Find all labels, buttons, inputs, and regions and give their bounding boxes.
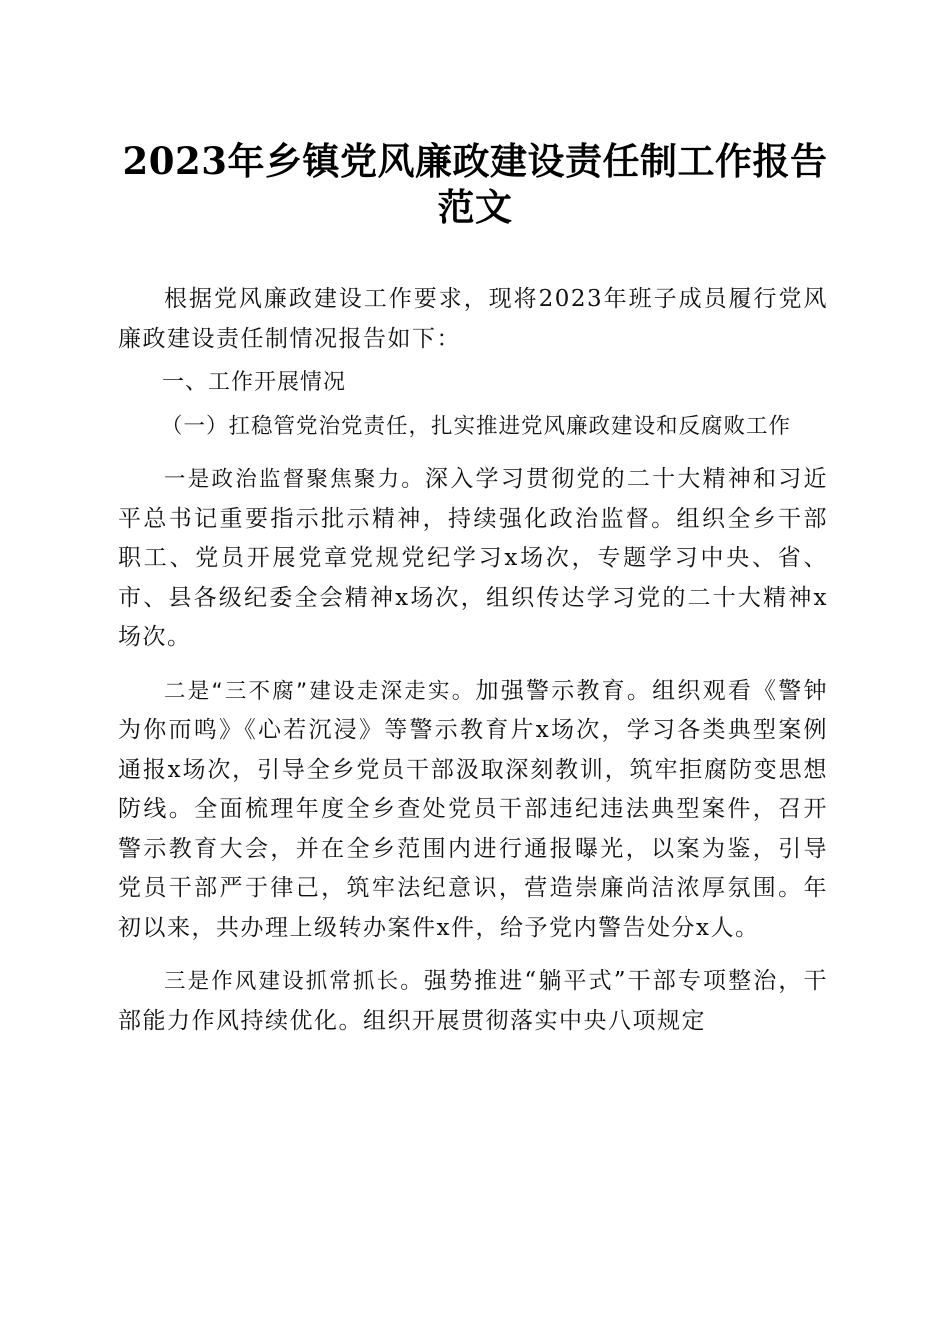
section-heading: 一、工作开展情况 [162,370,347,395]
paragraph-2 [118,672,828,949]
paragraph-2-lead: 二是“三不腐”建设走深走实。 [164,678,476,704]
paragraph-3 [118,962,828,1041]
paragraph-2-text: 加强警示教育。组织观看《警钟为你而鸣》《心若沉浸》等警示教育片x场次，学习各类典型案例通报x场次，引导全乡党员干部汲取深刻教训，筑牢拒腐防变思想防线。全面梳理年度全乡查处党员干部违纪违法典型案件，召开警示教育大会，并在全乡范围内进行通报曝光，以案为鉴，引导党员干部严于律己，筑牢法纪意识，营造崇廉尚洁浓厚氛围。年初以来，共办理上级转办案件x件，给予党内警告处分x人。 [118,677,829,941]
paragraph-1-text: 深入学习贯彻党的二十大精神和习近平总书记重要指示批示精神，持续强化政治监督。组织全乡干部职工、党员开展党章党规党纪学习x场次，专题学习中央、省、市、县各级纪委全会精神x场次，组织传达学习党的二十大精神x场次。 [118,466,828,650]
document-body [118,280,828,1041]
paragraph-3-lead: 三是作风建设抓常抓长。 [164,969,424,994]
paragraph-3-text: 强势推进“躺平式”干部专项整治，干部能力作风持续优化。组织开展贯彻落实中央八项规定 [118,968,828,1034]
document-title: 2023年乡镇党风廉政建设责任制工作报告范文 [122,139,828,229]
subsection-heading: （一）扛稳管党治党责任，扎实推进党风廉政建设和反腐败工作 [161,413,792,439]
paragraph-1-lead: 一是政治监督聚焦聚力。 [164,467,426,492]
intro-paragraph: 根据党风廉政建设工作要求，现将2023年班子成员履行党风廉政建设责任制情况报告如下： [118,286,828,352]
paragraph-1 [118,460,828,658]
